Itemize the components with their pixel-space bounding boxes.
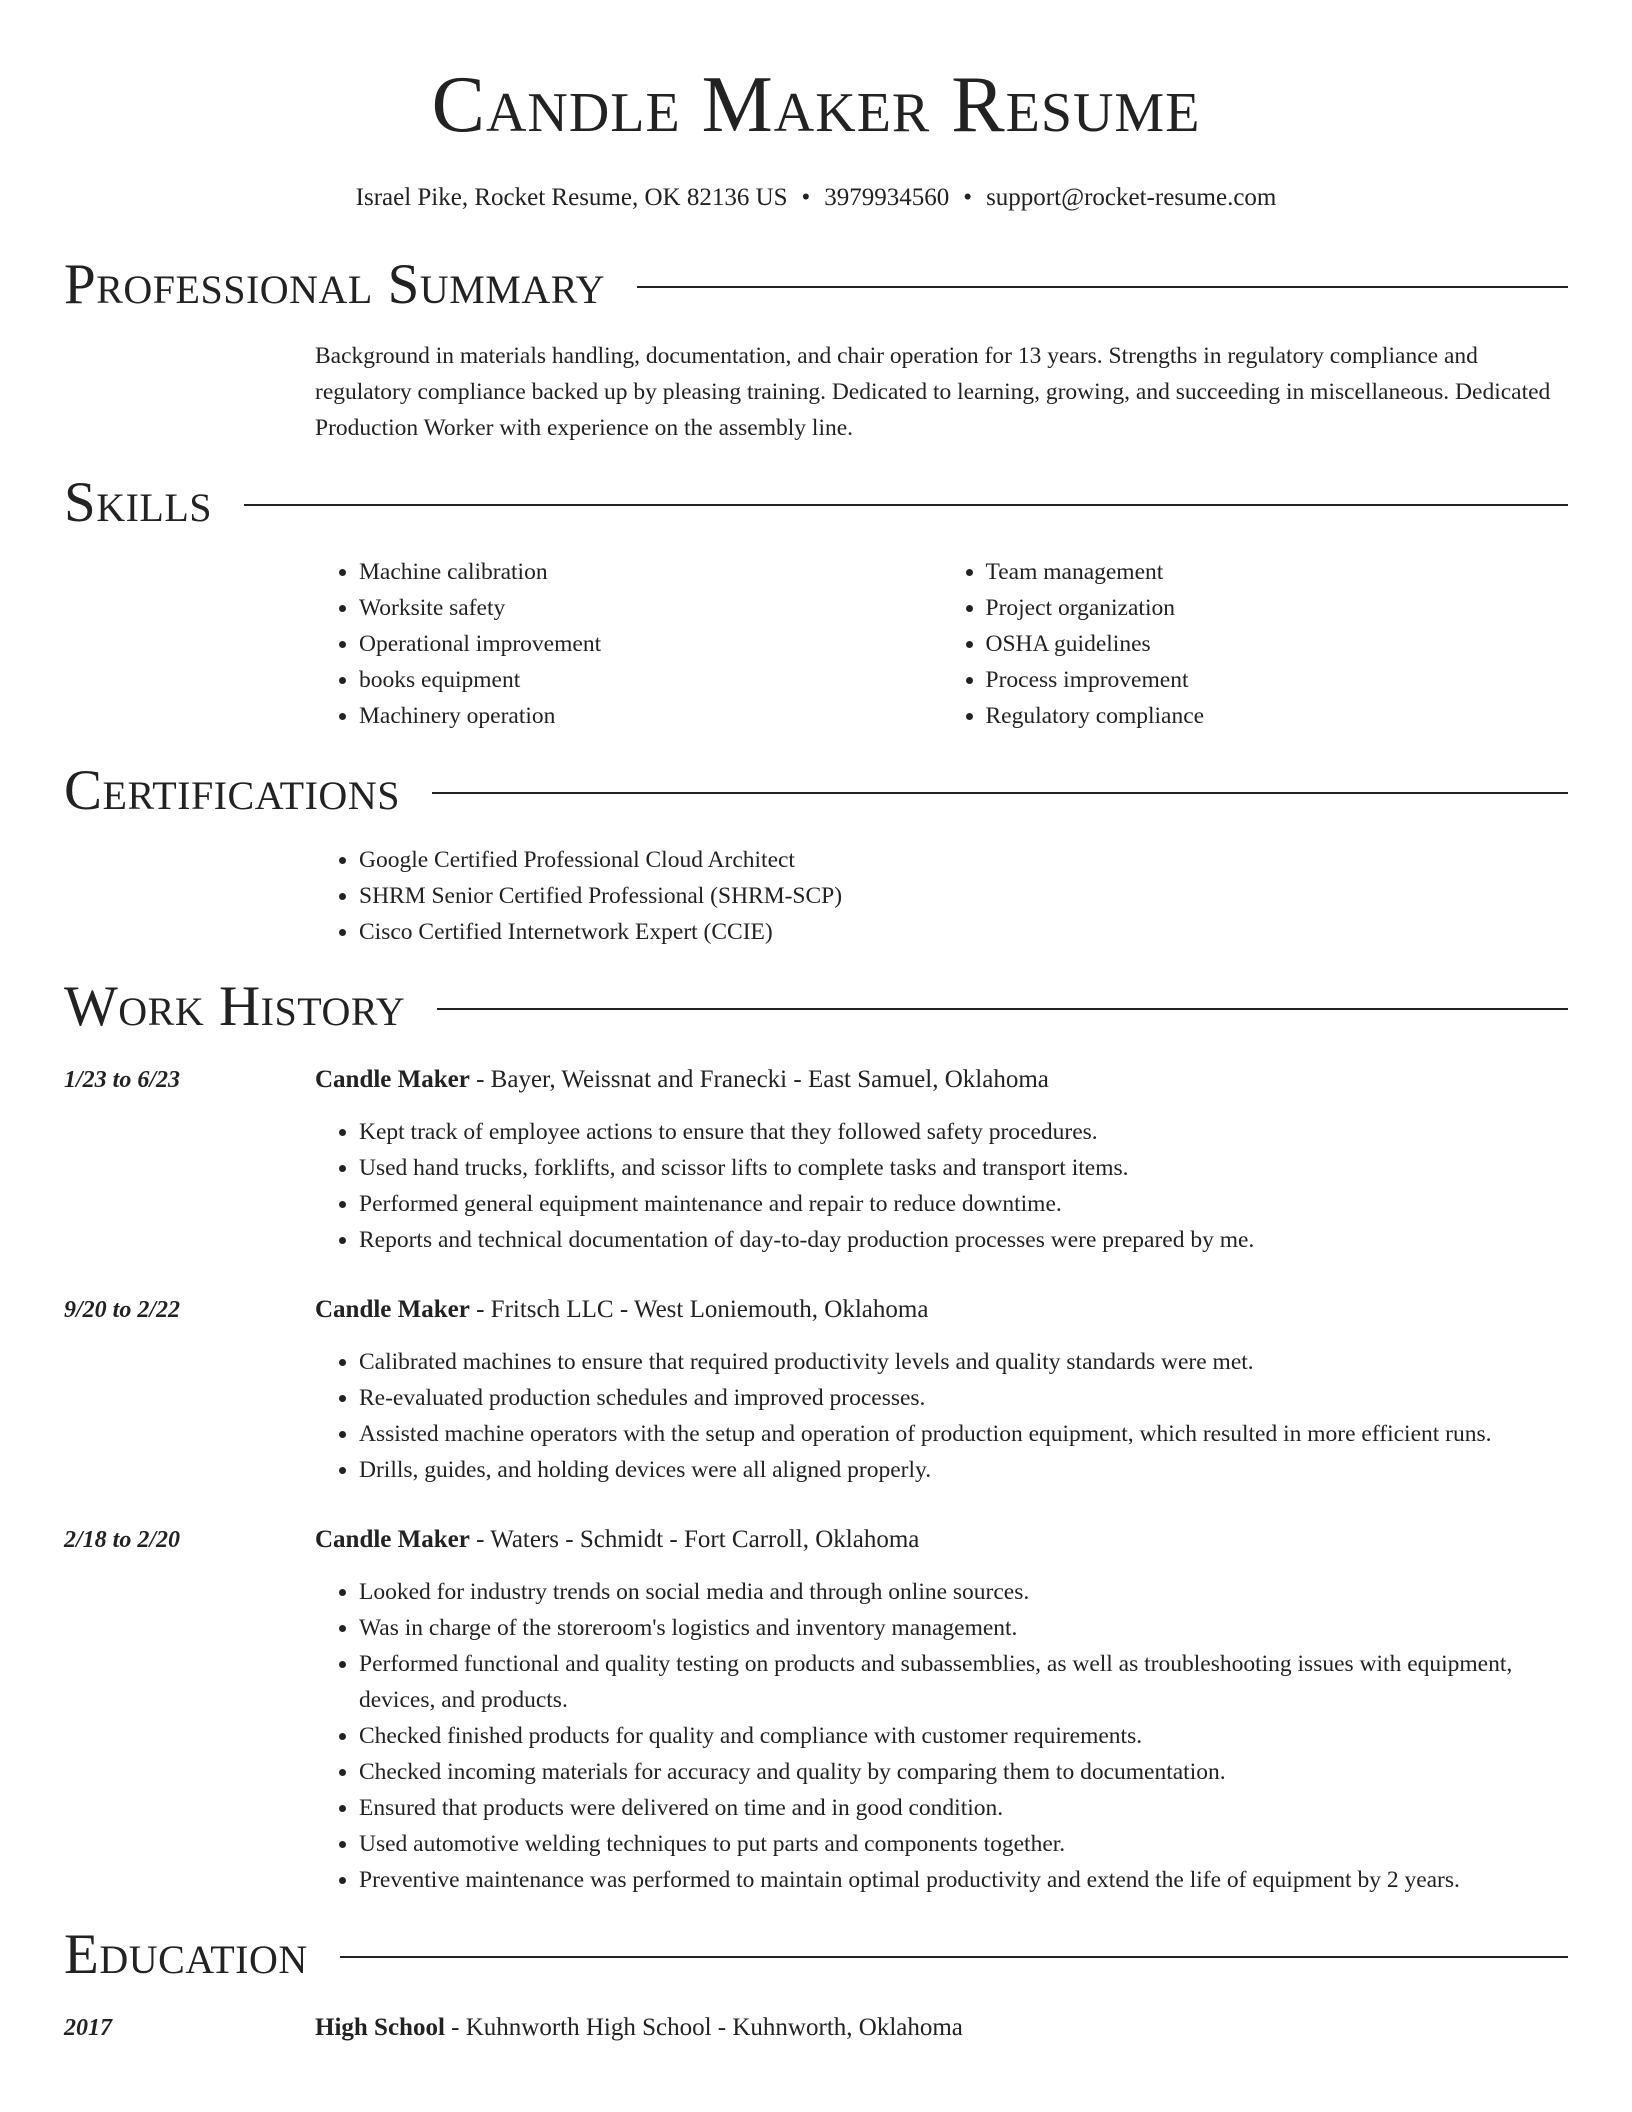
education-heading: Education (64, 1923, 308, 1986)
contact-email: support@rocket-resume.com (986, 184, 1277, 211)
certifications-list (315, 842, 1568, 950)
job-title: Candle Maker (315, 1066, 470, 1093)
job-bullets (315, 1574, 1568, 1898)
skills-section-header (64, 472, 1568, 534)
job-dates: 2/18 to 2/20 (64, 1527, 181, 1553)
job-entry (64, 1292, 1568, 1488)
certifications-section-header (64, 760, 1568, 822)
education-degree: High School (315, 2014, 445, 2041)
education-heading-line (315, 2010, 1568, 2046)
job-entry (64, 1062, 1568, 1258)
contact-line (64, 182, 1568, 214)
skill-item: • Machinery operation (359, 698, 942, 734)
section-divider (340, 1956, 1568, 1958)
summary-section-header (64, 254, 1568, 316)
contact-separator: • (963, 184, 973, 211)
skill-item: • OSHA guidelines (986, 626, 1569, 662)
skill-item: • Regulatory compliance (986, 698, 1569, 734)
work-section-header (64, 976, 1568, 1038)
contact-phone: 3979934560 (824, 184, 950, 211)
certification-item: • Cisco Certified Internetwork Expert (CCIE) (359, 914, 1568, 950)
job-bullet: • Checked incoming materials for accuracy and quality by comparing them to documentation. (359, 1754, 1568, 1790)
certification-item: • SHRM Senior Certified Professional (SHRM-SCP) (359, 878, 1568, 914)
contact-address: Israel Pike, Rocket Resume, OK 82136 US (355, 184, 788, 211)
job-entry (64, 1522, 1568, 1898)
job-heading (315, 1522, 1568, 1558)
education-entry (64, 2010, 1568, 2046)
job-bullet: • Drills, guides, and holding devices were all aligned properly. (359, 1452, 1568, 1488)
job-bullet: • Used automotive welding techniques to put parts and components together. (359, 1826, 1568, 1862)
education-dates: 2017 (64, 2015, 112, 2041)
skills-list (315, 554, 1568, 734)
job-details: - Waters - Schmidt - Fort Carroll, Oklahoma (469, 1526, 920, 1553)
skill-item: • Process improvement (986, 662, 1569, 698)
job-bullet: • Looked for industry trends on social media and through online sources. (359, 1574, 1568, 1610)
skill-item: • books equipment (359, 662, 942, 698)
education-details: - Kuhnworth High School - Kuhnworth, Oklahoma (444, 2014, 963, 2041)
work-heading: Work History (64, 975, 406, 1038)
job-title: Candle Maker (315, 1526, 470, 1553)
section-divider (432, 792, 1568, 794)
skills-heading: Skills (64, 471, 213, 534)
section-divider (637, 286, 1568, 288)
work-history-list (64, 1062, 1568, 1898)
job-bullet: • Performed general equipment maintenance and repair to reduce downtime. (359, 1186, 1568, 1222)
job-heading (315, 1062, 1568, 1098)
certifications-heading: Certifications (64, 759, 400, 822)
job-bullet: • Assisted machine operators with the setup and operation of production equipment, which resulted in more efficient runs. (359, 1416, 1568, 1452)
resume-title: Candle Maker Resume (431, 61, 1201, 149)
section-divider (437, 1008, 1568, 1010)
job-bullet: • Ensured that products were delivered on time and in good condition. (359, 1790, 1568, 1826)
job-bullets (315, 1344, 1568, 1488)
job-heading (315, 1292, 1568, 1328)
job-bullet: • Reports and technical documentation of day-to-day production processes were prepared by me. (359, 1222, 1568, 1258)
job-bullet: • Checked finished products for quality and compliance with customer requirements. (359, 1718, 1568, 1754)
summary-text: Background in materials handling, documentation, and chair operation for 13 years. Strengths in regulatory compliance and regulatory compliance backed up by pleasing training. Dedicated to learning, growing, and succeeding in miscellaneous. Dedicated Production Worker with experience on the assembly line. (315, 343, 1551, 441)
skill-item: • Worksite safety (359, 590, 942, 626)
job-dates: 1/23 to 6/23 (64, 1067, 181, 1093)
job-bullet: • Preventive maintenance was performed to maintain optimal productivity and extend the life of equipment by 2 years. (359, 1862, 1568, 1898)
skill-item: • Project organization (986, 590, 1569, 626)
job-bullet: • Performed functional and quality testing on products and subassemblies, as well as troubleshooting issues with equipment, devices, and products. (359, 1646, 1568, 1718)
skill-item: • Operational improvement (359, 626, 942, 662)
contact-separator: • (801, 184, 811, 211)
job-bullet: • Used hand trucks, forklifts, and scissor lifts to complete tasks and transport items. (359, 1150, 1568, 1186)
job-bullet: • Calibrated machines to ensure that required productivity levels and quality standards were met. (359, 1344, 1568, 1380)
section-divider (244, 504, 1568, 506)
skills-column-right (942, 554, 1569, 734)
education-section-header (64, 1924, 1568, 1986)
summary-heading: Professional Summary (64, 253, 606, 316)
job-bullet: • Re-evaluated production schedules and improved processes. (359, 1380, 1568, 1416)
skill-item: • Machine calibration (359, 554, 942, 590)
job-title: Candle Maker (315, 1296, 470, 1323)
job-bullet: • Kept track of employee actions to ensure that they followed safety procedures. (359, 1114, 1568, 1150)
skill-item: • Team management (986, 554, 1569, 590)
job-details: - Bayer, Weissnat and Franecki - East Samuel, Oklahoma (469, 1066, 1049, 1093)
job-bullet: • Was in charge of the storeroom's logistics and inventory management. (359, 1610, 1568, 1646)
certification-item: • Google Certified Professional Cloud Architect (359, 842, 1568, 878)
skills-column-left (315, 554, 942, 734)
job-details: - Fritsch LLC - West Loniemouth, Oklahoma (469, 1296, 929, 1323)
job-dates: 9/20 to 2/22 (64, 1297, 181, 1323)
job-bullets (315, 1114, 1568, 1258)
